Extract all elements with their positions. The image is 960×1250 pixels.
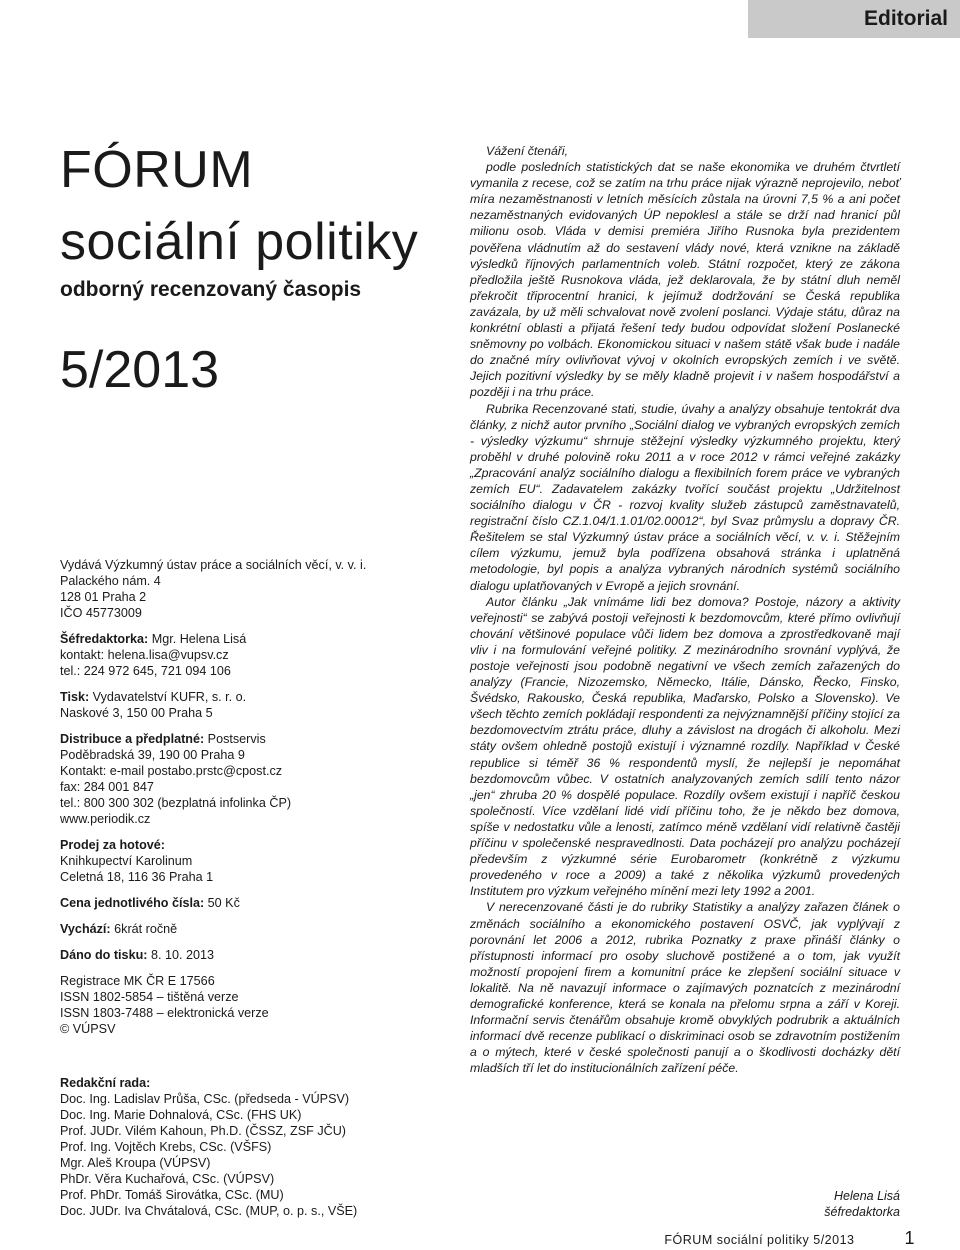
article-paragraph: podle posledních statistických dat se naše ekonomika ve druhém čtvrtletí vymanila z recese, což se zatím na trhu práce nijak výrazně neprojevilo, neboť míra nezaměstnanosti v letních měsících zůstala na úrovni 7,5 % a ani počet nezaměstnaných evidovaných ÚP nepoklesl a stále se drží nad hranicí půl milionu osob. Vláda v demisi premiéra Jiřího Rusnoka byla prezidentem pověřena vládnutím až do sestavení vlády nové, která vznikne na základě výsledků říjnových parlamentních voleb. Státní rozpočet, který ze zákona předložila ještě Rusnokova vláda, jež deklarovala, že by státní dluh neměl překročit třiprocentní hranici, k jejímuž dodržování se Česká republika zavázala, by už měli schvalovat nově zvolení poslanci. Výdaje státu, důraz na konkrétní oblasti a přijatá řešení tedy budou odpovídat složení Poslanecké sněmovny po volbách. Ekonomickou situaci v našem státě však bude i nadále do značné míry ovlivňovat vývoj v okolních evropských zemích i ve světě. Jejich pozitivní výsledky by se měly kladně projevit i v našem hospodářství a později i na trhu práce.: [470, 160, 900, 400]
board-member: Mgr. Aleš Kroupa (VÚPSV): [60, 1156, 211, 1170]
distribution-web: www.periodik.cz: [60, 812, 151, 826]
price-label: Cena jednotlivého čísla:: [60, 896, 205, 910]
signature-role: šéfredaktorka: [824, 1205, 900, 1219]
price-value: 50 Kč: [207, 896, 240, 910]
registration-line: Registrace MK ČR E 17566: [60, 974, 215, 988]
print-date-label: Dáno do tisku:: [60, 948, 148, 962]
board-member: Doc. Ing. Ladislav Průša, CSc. (předseda - VÚPSV): [60, 1092, 350, 1106]
editor-contact: kontakt: helena.lisa@vupsv.cz: [60, 648, 229, 662]
journal-title-line2: sociální politiky: [60, 213, 419, 271]
publisher-line: Vydává Výzkumný ústav práce a sociálních věcí, v. v. i.: [60, 558, 367, 572]
journal-subtitle: odborný recenzovaný časopis: [60, 278, 362, 301]
distribution-contact: Kontakt: e-mail postabo.prstc@cpost.cz: [60, 764, 283, 778]
sale-label: Prodej za hotové:: [60, 838, 165, 852]
board-member: Prof. Ing. Vojtěch Krebs, CSc. (VŠFS): [60, 1140, 272, 1154]
board-member: PhDr. Věra Kuchařová, CSc. (VÚPSV): [60, 1172, 275, 1186]
frequency-value: 6krát ročně: [114, 922, 178, 936]
board-member: Doc. Ing. Marie Dohnalová, CSc. (FHS UK): [60, 1108, 302, 1122]
sale-address: Celetná 18, 116 36 Praha 1: [60, 870, 214, 884]
editor-name: Mgr. Helena Lisá: [151, 632, 247, 646]
signature: [824, 1188, 900, 1220]
print-address: Naskové 3, 150 00 Praha 5: [60, 706, 213, 720]
distribution-line: [60, 731, 420, 747]
article-paragraph: Autor článku „Jak vnímáme lidi bez domova? Postoje, názory a aktivity veřejnosti“ se zabývá postoji veřejnosti k bezdomovcům, které přímo ovlivňují chování většinové populace vůči lidem bez domova a zprostředkovaně mají vliv i na formulování veřejné politiky. Z mezinárodního srovnání vyplývá, že postoje veřejnosti jsou podobně negativní ve všech zemích zařazených do analýzy (Francie, Nizozemsko, Německo, Itálie, Dánsko, Řecko, Finsko, Švédsko, Rakousko, Česká republika, Maďarsko, Polsko a Slovensko). Ve všech těchto zemích pokládají respondenti za nejvýznamnější příčiny stojící za bezdomovectvím ztrátu práce, dluhy a závislost na drogách či alkoholu. Mezi státy ovšem ohledně postojů existují i významné rozdíly. Například v České republice si téměř 36 % respondentů myslí, že nejlepší je nepomáhat bezdomovcům vůbec. V ostatních analyzovaných zemích sdílí tento názor „jen“ zhruba 20 % dospělé populace. Rozdíly ovšem existují i napříč českou společností. Více vzdělaní lidé vidí příčinu toho, že je někdo bez domova, spíše v nedostatku vůle a lenosti, zatímco méně vzdělaní vidí relativně častěji příčinu v společenské nespravedlnosti. Data pocházejí pro analýzu pocházejí především z výzkumné série Eurobarometr (konkrétně z výzkumu provedeného v roce a 2009) a také z několika výzkumů provedených Institutem pro výzkum veřejného mínění mezi lety 1992 a 2001.: [470, 594, 900, 899]
editorial-board: [60, 1075, 357, 1219]
distribution-address: Poděbradská 39, 190 00 Praha 9: [60, 748, 245, 762]
journal-title-line1: FÓRUM: [60, 141, 254, 199]
signature-name: Helena Lisá: [833, 1189, 900, 1203]
editor-label: Šéfredaktorka:: [60, 632, 149, 646]
print-name: Vydavatelství KUFR, s. r. o.: [92, 690, 247, 704]
imprint: [60, 557, 420, 1037]
distribution-phone: tel.: 800 300 302 (bezplatná infolinka ČP): [60, 796, 292, 810]
board-member: Prof. JUDr. Vilém Kahoun, Ph.D. (ČSSZ, ZSF JČU): [60, 1124, 346, 1138]
print-date-value: 8. 10. 2013: [150, 948, 214, 962]
page-number: 1: [904, 1228, 915, 1248]
publisher-line: Palackého nám. 4: [60, 574, 161, 588]
board-member: Doc. JUDr. Iva Chvátalová, CSc. (MUP, o. p. s., VŠE): [60, 1204, 358, 1218]
article-paragraph: V nerecenzované části je do rubriky Statistiky a analýzy zařazen článek o změnách sociálního a ekonomického postavení OSVČ, jak vyplývají z porovnání let 2006 a 2012, rubrika Poznatky z praxe přináší články o přístupnosti informací pro osoby sluchově postižené a o tom, jak využít možností propojení firem a komunitní práce ke zlepšení sociální situace v lokalitě. Na ně navazují informace o zajímavých poznatcích z mezinárodní demografické konference, která se konala na přelomu srpna a září v Koreji. Informační servis čtenářům obsahuje kromě obvyklých podrubrik a aktuálních informací dvě recenze publikací o diskriminaci osob se zdravotním postižením a o mýtech, které v české společnosti panují a o škodlivosti docházky dětí mladších tří let do institucionálních zařízení péče.: [470, 900, 900, 1076]
publisher-line: 128 01 Praha 2: [60, 590, 147, 604]
editorial-article: [470, 143, 900, 1076]
registration-line: © VÚPSV: [60, 1022, 116, 1036]
board-label: Redakční rada:: [60, 1076, 151, 1090]
sale-name: Knihkupectví Karolinum: [60, 854, 193, 868]
page-footer: [664, 1228, 915, 1249]
print-label: Tisk:: [60, 690, 90, 704]
price-line: [60, 895, 420, 911]
distribution-label: Distribuce a předplatné:: [60, 732, 205, 746]
issue-number: 5/2013: [60, 341, 220, 399]
editor-phone: tel.: 224 972 645, 721 094 106: [60, 664, 231, 678]
registration-line: ISSN 1802-5854 – tištěná verze: [60, 990, 239, 1004]
section-label: Editorial: [863, 7, 948, 30]
frequency-line: [60, 921, 420, 937]
board-member: Prof. PhDr. Tomáš Sirovátka, CSc. (MU): [60, 1188, 284, 1202]
distribution-fax: fax: 284 001 847: [60, 780, 154, 794]
article-paragraph: Rubrika Recenzované stati, studie, úvahy a analýzy obsahuje tentokrát dva články, z nichž autor prvního „Sociální dialog ve vybraných evropských zemích - výsledky výzkumu“ shrnuje stěžejní výsledky výzkumného projektu, který proběhl v druhé polovině roku 2011 a v roce 2012 v rámci veřejné zakázky „Zpracování analýz sociálního dialogu a flexibilních forem práce ve vybraných zemích EU“. Zadavatelem zakázky tvořící součást projektu „Udržitelnost sociálního dialogu v ČR - rozvoj kvality služeb zástupců zaměstnavatelů, registrační číslo CZ.1.04/1.1.01/02.00012“, byl Svaz průmyslu a dopravy ČR. Řešitelem se stal Výzkumný ústav práce a sociálních věcí, v. v. i. Stěžejním cílem výzkumu, jemuž byla podřízena obsahová stránka i uplatněná metodologie, byl popis a analýza vybraných národních systémů sociálního dialogu uplatňovaných v Evropě a jejich srovnání.: [470, 401, 900, 593]
publisher-line: IČO 45773009: [60, 606, 142, 620]
article-greeting: Vážení čtenáři,: [486, 144, 569, 158]
print-line: [60, 689, 420, 705]
footer-journal: FÓRUM sociální politiky 5/2013: [664, 1233, 855, 1247]
distribution-name: Postservis: [207, 732, 266, 746]
section-tab: [748, 0, 960, 38]
registration-line: ISSN 1803-7488 – elektronická verze: [60, 1006, 269, 1020]
print-date-line: [60, 947, 420, 963]
frequency-label: Vychází:: [60, 922, 111, 936]
editor-line: [60, 631, 420, 647]
